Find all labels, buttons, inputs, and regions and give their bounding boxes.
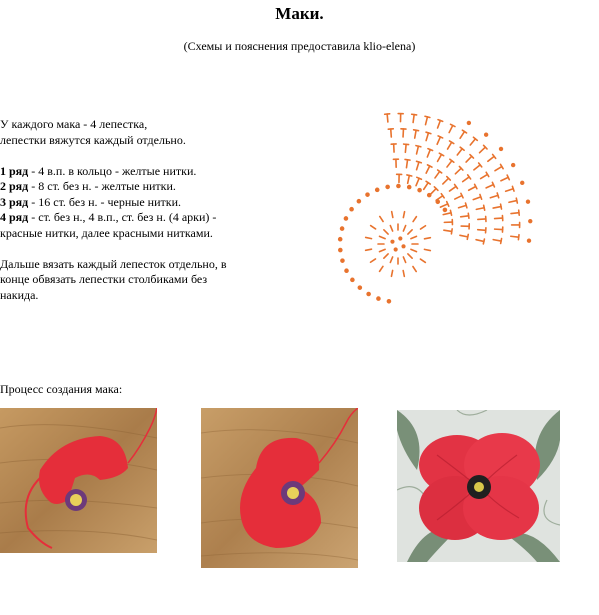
chart-stroke <box>391 129 392 137</box>
chart-dot <box>408 186 411 189</box>
chart-stroke <box>412 114 417 115</box>
chart-stroke <box>450 141 454 144</box>
chart-stroke <box>424 183 428 190</box>
chart-stroke <box>476 208 484 210</box>
chart-stroke <box>439 153 443 155</box>
chart-stroke <box>451 229 452 234</box>
chart-stroke <box>411 249 417 251</box>
chart-stroke <box>501 164 504 168</box>
chart-stroke <box>403 226 405 232</box>
chart-dot <box>339 249 342 252</box>
chart-stroke <box>436 196 443 201</box>
chart-dot <box>512 164 515 167</box>
chart-stroke <box>459 205 467 207</box>
chart-stroke <box>495 167 502 171</box>
chart-stroke <box>431 189 437 195</box>
chart-stroke <box>444 230 452 231</box>
chart-stroke <box>450 210 451 215</box>
outro-line-1: Дальше вязать каждый лепесток отдельно, в <box>0 256 227 271</box>
chart-stroke <box>501 177 508 180</box>
chart-stroke <box>438 120 443 122</box>
outro-line-2: конце обвязать лепестки столбиками без <box>0 272 208 286</box>
chart-stroke <box>408 175 410 183</box>
chart-stroke <box>470 139 475 145</box>
chart-stroke <box>486 185 493 188</box>
chart-stroke <box>519 210 520 215</box>
chart-stroke <box>426 166 430 173</box>
chart-stroke <box>371 226 376 229</box>
chart-stroke <box>417 161 422 162</box>
process-label: Процесс создания мака: <box>0 382 123 396</box>
chart-stroke <box>366 249 372 250</box>
chart-stroke <box>460 235 468 237</box>
chart-stroke <box>366 237 372 238</box>
chart-stroke <box>403 271 404 277</box>
row-4 <box>0 210 270 226</box>
chart-stroke <box>380 249 386 251</box>
chart-stroke <box>465 203 466 208</box>
chart-stroke <box>474 165 480 170</box>
intro-line-1: У каждого мака - 4 лепестка, <box>0 117 148 131</box>
chart-stroke <box>392 212 393 218</box>
chart-stroke <box>435 171 440 177</box>
chart-stroke <box>509 201 517 203</box>
chart-stroke <box>461 193 463 197</box>
chart-stroke <box>391 270 392 276</box>
row-3 <box>0 195 270 211</box>
chart-dot <box>387 300 390 303</box>
photo-step-1 <box>0 408 157 553</box>
chart-stroke <box>414 130 419 131</box>
credit-line: (Схемы и пояснения предоставила klio-elena) <box>183 39 416 53</box>
chart-stroke <box>511 213 519 214</box>
row-1 <box>0 164 270 180</box>
chart-stroke <box>438 154 442 161</box>
chart-stroke <box>447 161 452 167</box>
chart-stroke <box>518 235 519 240</box>
row-2 <box>0 179 270 195</box>
chart-stroke <box>449 125 453 132</box>
chart-stroke <box>451 124 455 126</box>
chart-stroke <box>408 254 412 258</box>
intro-line-2: лепестки вяжутся каждый отдельно. <box>0 132 186 147</box>
chart-stroke <box>478 219 486 220</box>
chart-dot <box>339 238 342 241</box>
chart-stroke <box>480 147 486 153</box>
chart-stroke <box>478 230 486 231</box>
chart-stroke <box>408 230 412 234</box>
chart-stroke <box>380 236 386 238</box>
chart-stroke <box>416 146 421 147</box>
chart-stroke <box>495 218 503 219</box>
chart-stroke <box>497 193 499 198</box>
chart-stroke <box>427 150 430 157</box>
chart-dot <box>341 227 344 230</box>
crochet-chart <box>328 112 558 312</box>
row-2-label: 2 ряд <box>0 179 29 193</box>
chart-stroke <box>384 230 388 234</box>
chart-stroke <box>403 212 404 218</box>
chart-stroke <box>380 216 383 221</box>
chart-stroke <box>467 234 468 239</box>
chart-dot <box>394 248 397 251</box>
chart-stroke <box>380 266 383 271</box>
chart-stroke <box>457 149 462 155</box>
chart-stroke <box>468 213 469 218</box>
photo-step-2 <box>201 408 358 568</box>
chart-stroke <box>476 240 484 242</box>
chart-stroke <box>460 132 464 139</box>
chart-dot <box>397 185 400 188</box>
chart-stroke <box>438 136 443 138</box>
chart-stroke <box>413 217 416 222</box>
chart-stroke <box>481 174 488 178</box>
chart-dot <box>500 148 503 151</box>
row-4-continuation: красные нитки, далее красными нитками. <box>0 225 213 240</box>
chart-stroke <box>493 240 501 241</box>
row-1-text: - 4 в.п. в кольцо - желтые нитки. <box>28 163 197 178</box>
chart-stroke <box>425 238 431 239</box>
chart-dot <box>399 237 402 240</box>
chart-stroke <box>437 137 440 144</box>
chart-stroke <box>440 204 447 207</box>
chart-stroke <box>407 175 412 176</box>
page-title: Маки. <box>275 4 324 23</box>
chart-stroke <box>443 213 451 215</box>
row-1-label: 1 ряд <box>0 163 29 178</box>
chart-stroke <box>443 178 449 184</box>
chart-stroke <box>484 205 485 210</box>
chart-stroke <box>490 195 498 197</box>
chart-dot <box>402 245 405 248</box>
chart-stroke <box>469 187 476 191</box>
row-4-text: - ст. без н., 4 в.п., ст. без н. (4 арки) - <box>28 210 217 224</box>
chart-stroke <box>486 172 489 176</box>
chart-dot <box>357 200 360 203</box>
chart-stroke <box>390 257 392 263</box>
chart-dot <box>377 297 380 300</box>
chart-stroke <box>507 175 509 180</box>
chart-stroke <box>413 115 414 123</box>
chart-stroke <box>384 254 388 258</box>
chart-stroke <box>480 195 482 200</box>
chart-stroke <box>405 144 406 152</box>
chart-stroke <box>405 159 410 160</box>
chart-stroke <box>426 133 428 141</box>
chart-stroke <box>492 182 494 187</box>
chart-stroke <box>417 177 422 179</box>
chart-stroke <box>475 184 477 188</box>
chart-dot <box>358 286 361 289</box>
chart-stroke <box>501 204 502 209</box>
chart-stroke <box>447 202 449 207</box>
chart-dot <box>367 293 370 296</box>
chart-stroke <box>415 130 416 138</box>
chart-dot <box>521 181 524 184</box>
chart-dot <box>529 220 532 223</box>
chart-stroke <box>506 189 514 192</box>
chart-stroke <box>455 196 462 200</box>
outro-line-3: накида. <box>0 287 39 302</box>
chart-dot <box>350 208 353 211</box>
row-3-text: - 16 ст. без н. - черные нитки. <box>28 194 182 209</box>
chart-stroke <box>463 177 469 182</box>
chart-dot <box>528 239 531 242</box>
photo-finished-poppy <box>397 410 560 562</box>
chart-dot <box>443 208 446 211</box>
row-2-text: - 8 ст. без н. - желтые нитки. <box>28 179 176 193</box>
chart-dot <box>418 189 421 192</box>
chart-dot <box>376 188 379 191</box>
chart-stroke <box>411 236 417 238</box>
chart-stroke <box>511 236 519 237</box>
chart-stroke <box>466 156 472 162</box>
row-4-label: 4 ряд <box>0 210 29 224</box>
chart-stroke <box>438 121 441 128</box>
chart-stroke <box>512 186 514 191</box>
chart-stroke <box>488 156 494 161</box>
chart-stroke <box>516 198 517 203</box>
chart-stroke <box>483 239 484 244</box>
chart-dot <box>527 200 530 203</box>
chart-dot <box>391 240 394 243</box>
chart-stroke <box>413 267 416 272</box>
chart-stroke <box>493 207 501 208</box>
chart-dot <box>485 133 488 136</box>
chart-dot <box>345 269 348 272</box>
chart-stroke <box>450 186 457 191</box>
chart-dot <box>386 185 389 188</box>
chart-dot <box>341 259 344 262</box>
chart-stroke <box>390 226 392 232</box>
chart-stroke <box>428 149 433 151</box>
instructions <box>0 117 270 303</box>
chart-stroke <box>416 178 419 185</box>
chart-stroke <box>501 239 502 244</box>
chart-stroke <box>421 226 426 229</box>
chart-dot <box>366 193 369 196</box>
chart-stroke <box>370 259 375 262</box>
chart-stroke <box>420 259 425 262</box>
chart-stroke <box>425 116 430 117</box>
chart-stroke <box>387 114 388 122</box>
chart-dot <box>344 217 347 220</box>
chart-stroke <box>455 168 461 174</box>
chart-stroke <box>417 162 419 170</box>
row-3-label: 3 ряд <box>0 194 29 209</box>
chart-stroke <box>426 132 431 133</box>
chart-stroke <box>403 257 405 263</box>
chart-stroke <box>426 117 428 125</box>
chart-stroke <box>448 142 452 149</box>
chart-stroke <box>473 197 481 200</box>
chart-stroke <box>417 146 419 154</box>
chart-stroke <box>406 160 407 168</box>
chart-stroke <box>427 165 431 167</box>
chart-stroke <box>424 249 430 250</box>
chart-dot <box>351 278 354 281</box>
chart-stroke <box>461 216 469 217</box>
chart-dot <box>467 122 470 125</box>
